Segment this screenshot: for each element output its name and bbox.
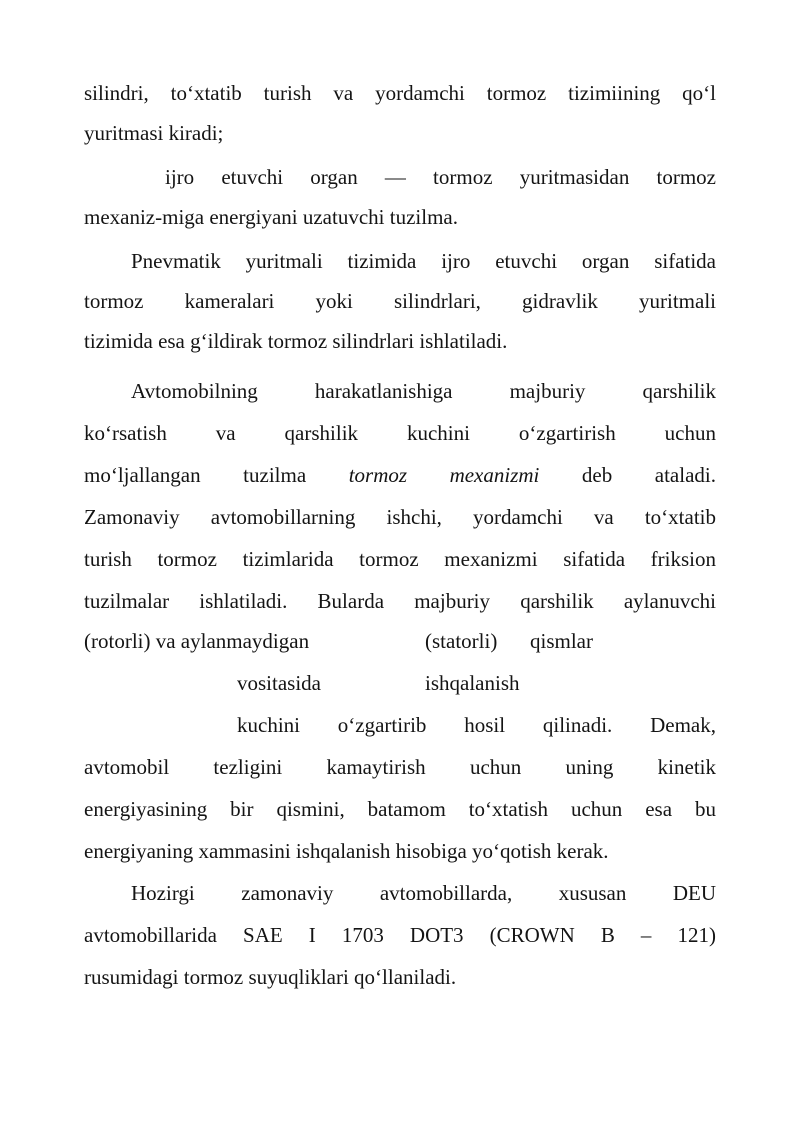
text-run: mo‘ljallangan tuzilma: [84, 463, 349, 487]
text-run: (rotorli) va aylanmaydigan: [84, 629, 310, 653]
text-line: silindri, to‘xtatib turish va yordamchi tormoz tizimiining qo‘l: [84, 81, 716, 105]
text-line: ijro etuvchi organ — tormoz yuritmasidan tormoz: [165, 165, 716, 189]
text-run: (statorli): [425, 629, 498, 653]
text-run: ishqalanish: [425, 671, 520, 695]
text-line: [84, 669, 716, 697]
text-line: tizimida esa g‘ildirak tormoz silindrlari ishlatiladi.: [84, 329, 508, 353]
text-line: [84, 461, 716, 489]
text-line: Zamonaviy avtomobillarning ishchi, yordamchi va to‘xtatib: [84, 505, 716, 529]
text-line: energiyaning xammasini ishqalanish hisobiga yo‘qotish kerak.: [84, 839, 609, 863]
text-run: vositasida: [237, 671, 321, 695]
text-line: Avtomobilning harakatlanishiga majburiy qarshilik: [131, 379, 716, 403]
text-run: deb ataladi.: [539, 463, 716, 487]
text-line: tuzilmalar ishlatiladi. Bularda majburiy qarshilik aylanuvchi: [84, 589, 716, 613]
text-line: kuchini o‘zgartirib hosil qilinadi. Demak,: [237, 713, 716, 737]
text-line: mexaniz-miga energiyani uzatuvchi tuzilma.: [84, 205, 458, 229]
text-line: Hozirgi zamonaviy avtomobillarda, xususan DEU: [131, 881, 716, 905]
text-line: avtomobil tezligini kamaytirish uchun uning kinetik: [84, 755, 716, 779]
text-line: turish tormoz tizimlarida tormoz mexanizmi sifatida friksion: [84, 547, 716, 571]
text-line: energiyasining bir qismini, batamom to‘xtatish uchun esa bu: [84, 797, 716, 821]
text-line: ko‘rsatish va qarshilik kuchini o‘zgartirish uchun: [84, 421, 716, 445]
text-line: yuritmasi kiradi;: [84, 121, 224, 145]
term-tormoz-mexanizmi: tormoz mexanizmi: [348, 463, 540, 487]
text-line: avtomobillarida SAE I 1703 DOT3 (CROWN B – 121): [84, 923, 716, 947]
text-line: rusumidagi tormoz suyuqliklari qo‘llaniladi.: [84, 965, 457, 989]
text-run: qismlar: [530, 629, 593, 653]
text-line: Pnevmatik yuritmali tizimida ijro etuvchi organ sifatida: [131, 249, 716, 273]
text-line: [84, 627, 716, 655]
text-line: tormoz kameralari yoki silindrlari, gidravlik yuritmali: [84, 289, 716, 313]
